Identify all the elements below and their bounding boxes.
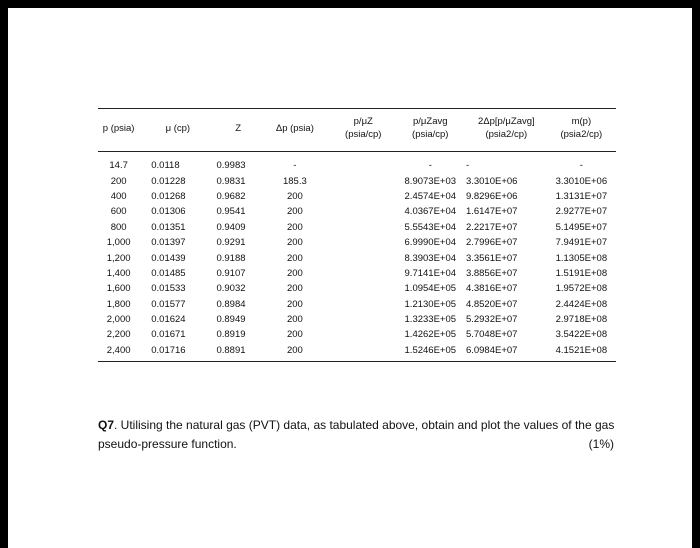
table-cell — [330, 220, 397, 235]
table-cell — [330, 204, 397, 219]
table-cell: 3.3010E+06 — [465, 175, 518, 187]
table-cell: 800 — [110, 221, 127, 233]
table-cell: 0.9831 — [216, 175, 246, 187]
table-cell: 4.0367E+04 — [404, 206, 457, 218]
table-cell: - — [428, 160, 432, 172]
column-header-line: (psia/cp) — [412, 129, 449, 140]
table-cell: 2,400 — [98, 343, 139, 362]
table-cell: 200 — [286, 252, 303, 264]
table-cell: 0.9983 — [216, 160, 246, 172]
table-cell: 0.9188 — [216, 252, 246, 264]
table-row — [98, 266, 616, 281]
table-cell: 1,600 — [106, 283, 131, 295]
table-cell: 9.8296E+06 — [465, 190, 518, 202]
table-cell: 0.8891 — [204, 343, 259, 362]
table-cell: 3.8856E+07 — [465, 267, 518, 279]
table-cell: 0.9409 — [216, 221, 246, 233]
table-row — [98, 235, 616, 250]
column-header-line: p/μZ — [353, 116, 373, 127]
table-cell: 1.3233E+05 — [404, 314, 457, 326]
column-header — [260, 109, 330, 152]
table-cell: 8.3903E+04 — [404, 252, 457, 264]
column-header-line: (psia2/cp) — [560, 129, 603, 140]
table-cell: 200 — [286, 329, 303, 341]
table-cell: 2.9718E+08 — [555, 314, 608, 326]
table-row — [98, 281, 616, 296]
pvt-data-table — [98, 108, 616, 362]
table-cell — [330, 189, 397, 204]
table-cell: 0.01397 — [151, 237, 186, 249]
table-cell: - — [465, 160, 470, 172]
table-cell: 3.5422E+08 — [555, 329, 608, 341]
table-row — [98, 152, 616, 174]
table-cell: 4.8520E+07 — [465, 298, 518, 310]
table-cell — [330, 173, 397, 188]
table-cell: 3.3561E+07 — [465, 252, 518, 264]
table-cell: 8.9073E+03 — [404, 175, 457, 187]
table-cell: 5.5543E+04 — [404, 221, 457, 233]
table-cell: 0.9541 — [216, 206, 246, 218]
table-cell: 1.5191E+08 — [555, 267, 608, 279]
table-cell: 1,400 — [106, 267, 131, 279]
table-cell: 0.0118 — [151, 160, 180, 172]
table-cell — [330, 250, 397, 265]
column-header-line: μ (cp) — [165, 122, 191, 134]
question-number: Q7 — [98, 418, 115, 432]
column-header — [397, 109, 464, 152]
table-cell: 5.2932E+07 — [465, 314, 518, 326]
table-cell — [330, 152, 397, 174]
table-cell: 200 — [110, 175, 127, 187]
table-cell: 0.8984 — [216, 298, 246, 310]
table-header-row — [98, 109, 616, 152]
table-row — [98, 327, 616, 342]
table-row — [98, 220, 616, 235]
table-cell — [330, 297, 397, 312]
column-header — [139, 109, 204, 152]
table-cell: 0.9032 — [216, 283, 246, 295]
table-cell: 0.01671 — [151, 329, 186, 341]
table-cell: 0.01268 — [151, 190, 186, 202]
table-cell: 2.4424E+08 — [555, 298, 608, 310]
column-header-line: p (psia) — [102, 122, 135, 134]
table-cell: 0.01228 — [151, 175, 186, 187]
table-cell: 2,200 — [106, 329, 131, 341]
table-cell: 400 — [110, 190, 127, 202]
table-header — [98, 109, 616, 152]
table-cell — [330, 266, 397, 281]
table-cell: 600 — [110, 206, 127, 218]
table-cell — [330, 235, 397, 250]
table-cell: 2.2217E+07 — [465, 221, 518, 233]
table-cell: 3.3010E+06 — [555, 175, 608, 187]
table-cell — [330, 312, 397, 327]
document-page — [8, 8, 692, 548]
column-header-line: p/μZavg — [413, 116, 448, 127]
table-cell: 0.8919 — [216, 329, 246, 341]
table-cell: 6.0984E+07 — [464, 343, 547, 362]
table-cell: 200 — [286, 283, 303, 295]
table-cell: 200 — [286, 267, 303, 279]
table-cell: 0.01533 — [151, 283, 186, 295]
table-cell: 1,800 — [106, 298, 131, 310]
table-cell — [330, 327, 397, 342]
table-cell: 0.01306 — [151, 206, 186, 218]
column-header — [98, 109, 139, 152]
column-header — [547, 109, 616, 152]
table-cell: 0.01577 — [151, 298, 186, 310]
column-header-line: Δp (psia) — [275, 122, 314, 134]
table-cell: 9.7141E+04 — [404, 267, 457, 279]
table-cell: 0.9107 — [216, 267, 246, 279]
table-cell: - — [579, 160, 583, 172]
table-cell: 200 — [286, 190, 303, 202]
table-cell: 1.9572E+08 — [555, 283, 608, 295]
question-text: . Utilising the natural gas (PVT) data, as tabulated above, obtain and plot the values of the gas pseudo-pressure function. — [98, 418, 615, 451]
table-cell — [330, 343, 397, 362]
column-header — [330, 109, 397, 152]
table-cell: 0.01439 — [151, 252, 186, 264]
table-cell: 185.3 — [282, 175, 307, 187]
table-cell: 200 — [286, 298, 303, 310]
table-cell: 1.6147E+07 — [465, 206, 518, 218]
table-cell: 200 — [286, 221, 303, 233]
table-cell: 5.1495E+07 — [555, 221, 608, 233]
table-cell: 1.2130E+05 — [404, 298, 457, 310]
table-cell: 1,200 — [106, 252, 131, 264]
table-cell: 1.0954E+05 — [404, 283, 457, 295]
table-cell: 200 — [286, 237, 303, 249]
table-cell: 1.5246E+05 — [397, 343, 464, 362]
table-cell: 0.8949 — [216, 314, 246, 326]
table-row — [98, 343, 616, 362]
table-cell: 4.3816E+07 — [465, 283, 518, 295]
table-cell: 6.9990E+04 — [404, 237, 457, 249]
table-cell: 200 — [286, 206, 303, 218]
table-cell: 5.7048E+07 — [465, 329, 518, 341]
table-row — [98, 312, 616, 327]
table-cell: 1.3131E+07 — [555, 190, 608, 202]
table-row — [98, 189, 616, 204]
table-cell: 0.9291 — [216, 237, 246, 249]
table-cell: 0.9682 — [216, 190, 246, 202]
table-row — [98, 297, 616, 312]
table-cell: - — [293, 160, 297, 172]
table-cell: 2.4574E+04 — [404, 190, 457, 202]
table-cell: 0.01351 — [151, 221, 186, 233]
column-header — [204, 109, 259, 152]
column-header-line: 2Δp[p/μZavg] — [477, 116, 535, 127]
column-header-line: (psia2/cp) — [485, 129, 528, 140]
table-cell: 200 — [286, 314, 303, 326]
column-header — [464, 109, 547, 152]
table-row — [98, 250, 616, 265]
table-cell: 2.7996E+07 — [465, 237, 518, 249]
column-header-line: Z — [235, 122, 242, 134]
table-cell: 1,000 — [106, 237, 131, 249]
table-cell: 1.4262E+05 — [404, 329, 457, 341]
table-cell: 14.7 — [109, 160, 128, 172]
table-cell: 1.1305E+08 — [555, 252, 608, 264]
question-marks: (1%) — [588, 437, 614, 451]
column-header-line: (psia/cp) — [345, 129, 382, 140]
table-row — [98, 204, 616, 219]
table-cell: 4.1521E+08 — [547, 343, 616, 362]
column-header-line: m(p) — [571, 116, 592, 127]
question-block — [98, 416, 620, 454]
table-row — [98, 173, 616, 188]
table-cell: 0.01485 — [151, 267, 186, 279]
table-cell: 0.01624 — [151, 314, 186, 326]
table-cell: 0.01716 — [139, 343, 204, 362]
table-cell: 200 — [260, 343, 330, 362]
table-cell: 2.9277E+07 — [555, 206, 608, 218]
table-cell — [330, 281, 397, 296]
table-body — [98, 152, 616, 362]
table-cell: 7.9491E+07 — [555, 237, 608, 249]
table-cell: 2,000 — [106, 314, 131, 326]
